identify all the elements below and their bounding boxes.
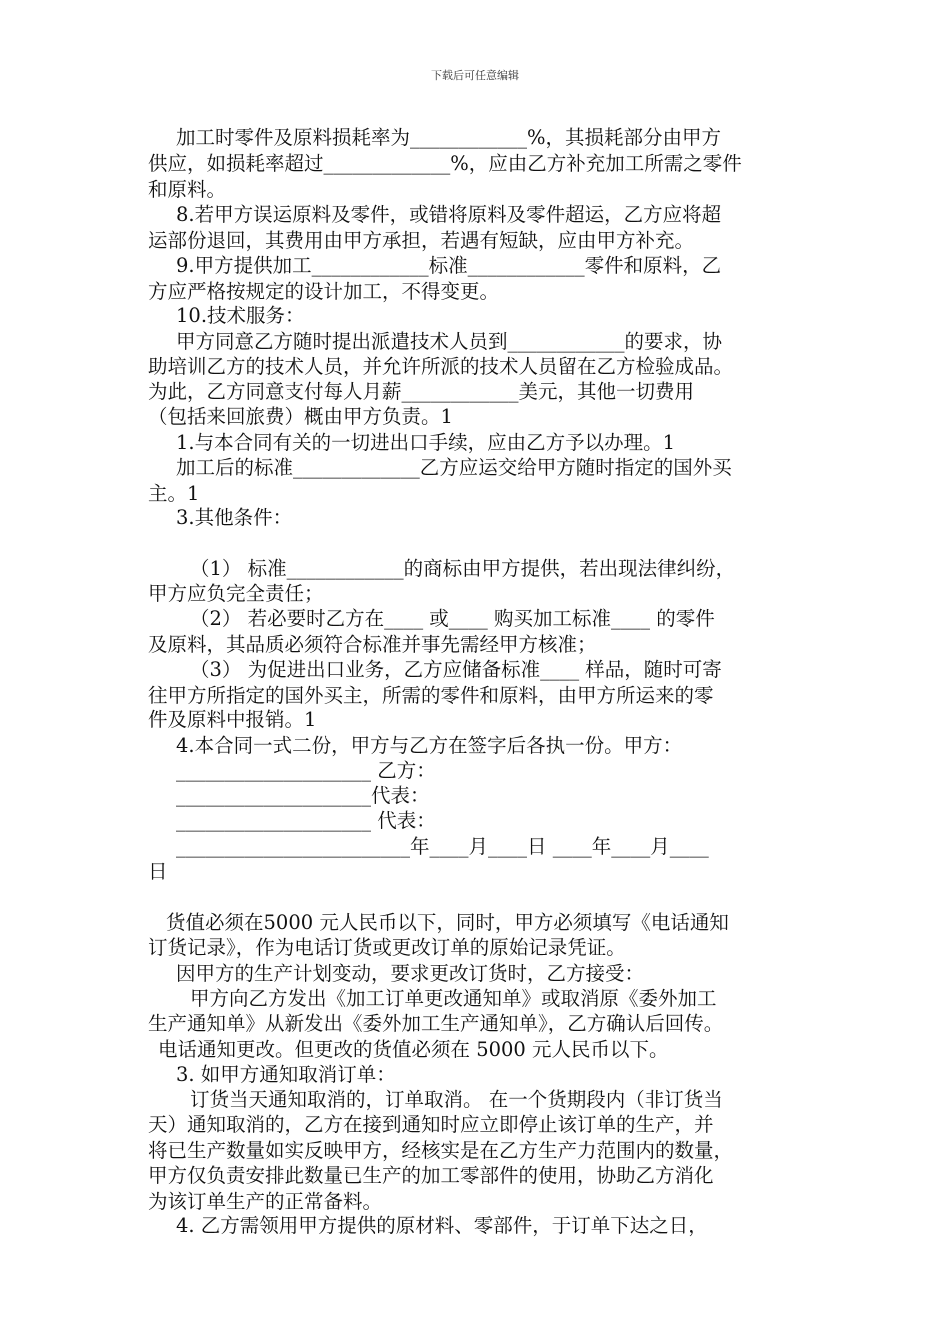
text-line: 助培训乙方的技术人员，并允许所派的技术人员留在乙方检验成品。: [148, 355, 734, 378]
text-line: （包括来回旅费）概由甲方负责。1: [148, 405, 453, 428]
text-line: 4. 乙方需领用甲方提供的原材料、零部件，于订单下达之日，: [176, 1214, 708, 1237]
text-line: 加工后的标准_____________乙方应运交给甲方随时指定的国外买: [176, 456, 732, 479]
text-line: （2） 若必要时乙方在____ 或____ 购买加工标准____ 的零件: [190, 607, 715, 630]
text-line: 件及原料中报销。1: [148, 708, 317, 731]
signature-line: ____________________ 乙方：: [176, 759, 436, 782]
text-line: 订货记录》，作为电话订货或更改订单的原始记录凭证。: [148, 936, 626, 959]
text-line: 8.若甲方误运原料及零件，或错将原料及零件超运，乙方应将超: [176, 203, 722, 226]
text-line: 运部份退回，其费用由甲方承担，若遇有短缺，应由甲方补充。: [148, 229, 695, 252]
date-line: ________________________年____月____日 ____年____月____: [176, 835, 709, 858]
text-line: 将已生产数量如实反映甲方，经核实是在乙方生产力范围内的数量，: [148, 1139, 734, 1162]
text-line: 及原料，其品质必须符合标准并事先需经甲方核准；: [148, 633, 597, 656]
signature-line: ____________________ 代表：: [176, 809, 436, 832]
text-line: 3. 如甲方通知取消订单：: [176, 1063, 396, 1086]
text-line: 加工时零件及原料损耗率为____________%，其损耗部分由甲方: [176, 126, 722, 149]
text-line: 为此，乙方同意支付每人月薪____________美元，其他一切费用: [148, 380, 695, 403]
text-line: 甲方应负完全责任；: [148, 582, 324, 605]
text-line: 4.本合同一式二份，甲方与乙方在签字后各执一份。甲方：: [176, 734, 683, 757]
text-line: 货值必须在5000 元人民币以下，同时，甲方必须填写《电话通知: [166, 911, 729, 934]
text-line: 电话通知更改。但更改的货值必须在 5000 元人民币以下。: [158, 1038, 669, 1061]
text-line: （1） 标准____________的商标由甲方提供，若出现法律纠纷，: [190, 557, 736, 580]
text-line: 订货当天通知取消的，订单取消。 在一个货期段内（非订货当: [190, 1088, 723, 1111]
text-line: 天）通知取消的，乙方在接到通知时应立即停止该订单的生产，并: [148, 1113, 714, 1136]
text-line: 3.其他条件：: [176, 506, 293, 529]
text-line: 为该订单生产的正常备料。: [148, 1190, 383, 1213]
text-line: 9.甲方提供加工____________标准____________零件和原料，乙: [176, 254, 722, 277]
text-line: 往甲方所指定的国外买主，所需的零件和原料，由甲方所运来的零: [148, 684, 714, 707]
text-line: 甲方同意乙方随时提出派遣技术人员到____________的要求，协: [176, 330, 723, 353]
page-header: 下载后可任意编辑: [431, 69, 519, 82]
text-line: 和原料。: [148, 178, 227, 201]
text-line: 方应严格按规定的设计加工，不得变更。: [148, 280, 500, 303]
text-line: 甲方向乙方发出《加工订单更改通知单》或取消原《委外加工: [190, 987, 717, 1010]
text-line: 甲方仅负责安排此数量已生产的加工零部件的使用，协助乙方消化: [148, 1164, 714, 1187]
text-line: 生产通知单》从新发出《委外加工生产通知单》，乙方确认后回传。: [148, 1012, 724, 1035]
text-line: 10.技术服务：: [176, 304, 305, 327]
text-line: （3） 为促进出口业务，乙方应储备标准____ 样品，随时可寄: [190, 658, 722, 681]
signature-line: ____________________代表：: [176, 784, 430, 807]
date-line: 日: [148, 860, 168, 883]
text-line: 因甲方的生产计划变动，要求更改订货时，乙方接受：: [176, 962, 645, 985]
text-line: 主。1: [148, 482, 200, 505]
text-line: 供应，如损耗率超过_____________%，应由乙方补充加工所需之零件: [148, 152, 742, 175]
text-line: 1.与本合同有关的一切进出口手续，应由乙方予以办理。1: [176, 431, 676, 454]
